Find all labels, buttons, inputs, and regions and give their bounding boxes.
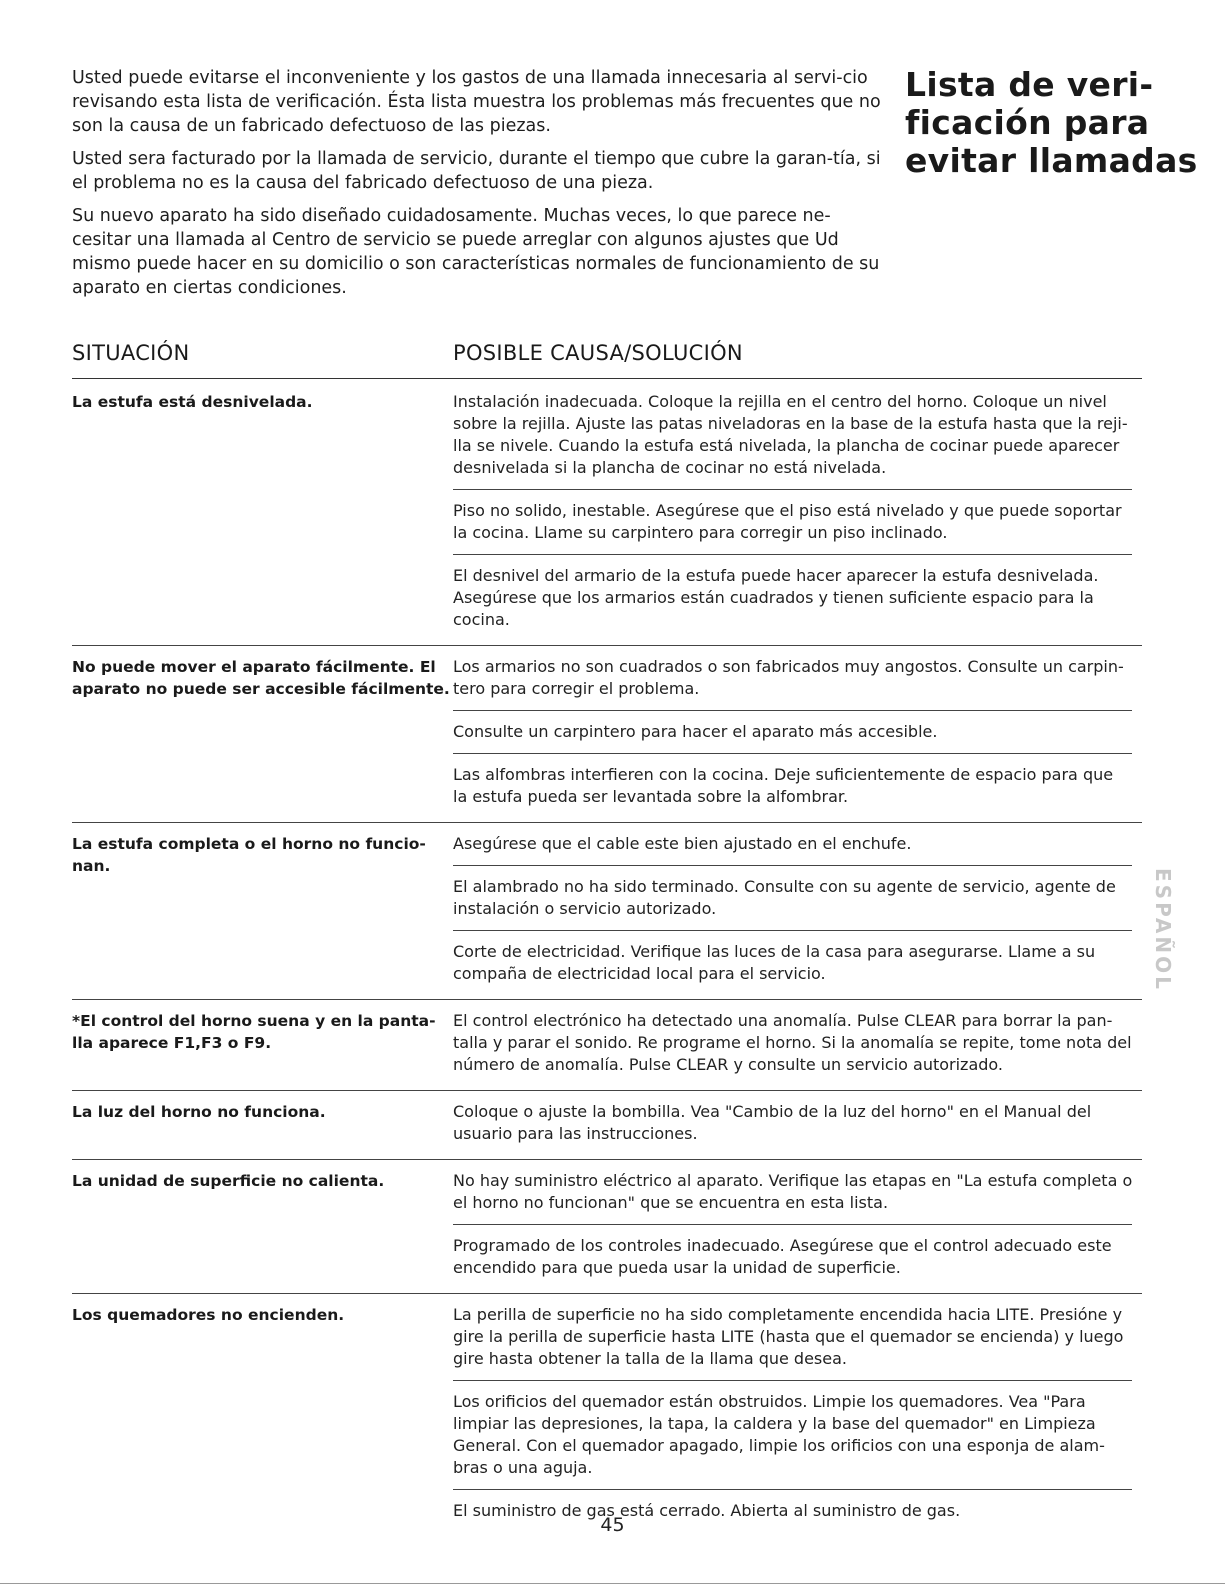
cause-column-header: POSIBLE CAUSA/SOLUCIÓN xyxy=(453,341,743,365)
situation-cell: La estufa completa o el horno no funcio-nan. xyxy=(72,835,426,875)
causes-cell xyxy=(453,656,1142,818)
cause-item: Corte de electricidad. Verifique las luces de la casa para asegurarse. Llame a su compaña de electricidad local para el servicio. xyxy=(453,930,1132,995)
cause-item: Asegúrese que el cable este bien ajustado en el enchufe. xyxy=(453,834,912,853)
bottom-edge-rule xyxy=(0,1583,1225,1584)
situation-cell: La luz del horno no funciona. xyxy=(72,1103,326,1121)
table-row xyxy=(72,999,1142,1086)
situation-cell: Los quemadores no encienden. xyxy=(72,1306,345,1324)
situation-cell: No puede mover el aparato fácilmente. El aparato no puede ser accesible fácilmente. xyxy=(72,658,450,698)
causes-cell xyxy=(453,1170,1142,1289)
intro-paragraph-3: Su nuevo aparato ha sido diseñado cuidadosamente. Muchas veces, lo que parece ne-cesitar una llamada al Centro de servicio se puede arreglar con algunos ajustes que Ud mismo puede hacer en su domicilio o son características normales de funcionamiento de su aparato en ciertas condiciones. xyxy=(72,206,880,298)
cause-item: No hay suministro eléctrico al aparato. Verifique las etapas en "La estufa completa o el horno no funcionan" que se encuentra en esta lista. xyxy=(453,1171,1133,1212)
cause-item: Consulte un carpintero para hacer el aparato más accesible. xyxy=(453,710,1132,753)
situation-cell: *El control del horno suena y en la panta-lla aparece F1,F3 o F9. xyxy=(72,1012,436,1052)
table-row xyxy=(72,1090,1142,1155)
cause-item: El desnivel del armario de la estufa puede hacer aparecer la estufa desnivelada. Asegúrese que los armarios están cuadrados y tienen suficiente espacio para la cocina. xyxy=(453,554,1132,641)
cause-item: La perilla de superficie no ha sido completamente encendida hacia LITE. Presióne y gire la perilla de superficie hasta LITE (hasta que el quemador se encienda) y luego gire hasta obtener la talla de la llama que desea. xyxy=(453,1305,1124,1368)
causes-cell xyxy=(453,1101,1142,1155)
cause-item: El suministro de gas está cerrado. Abierta al suministro de gas. xyxy=(453,1489,1132,1532)
intro-paragraph-1: Usted puede evitarse el inconveniente y los gastos de una llamada innecesaria al servi-cio revisando esta lista de verificación. Ésta lista muestra los problemas más frecuentes que no son la causa de un fabricado defectuoso de las piezas. xyxy=(72,68,881,136)
page-title-line-2: ficación para xyxy=(905,103,1150,142)
cause-item: Los orificios del quemador están obstruidos. Limpie los quemadores. Vea "Para limpiar las depresiones, la tapa, la caldera y la base del quemador" en Limpieza General. Con el quemador apagado, limpie los orificios con una esponja de alam-bras o una aguja. xyxy=(453,1380,1132,1489)
table-row xyxy=(72,1159,1142,1289)
cause-item: Las alfombras interfieren con la cocina. Deje suficientemente de espacio para que la estufa pueda ser levantada sobre la alfombrar. xyxy=(453,753,1132,818)
causes-cell xyxy=(453,833,1142,995)
cause-item: Coloque o ajuste la bombilla. Vea "Cambio de la luz del horno" en el Manual del usuario para las instrucciones. xyxy=(453,1102,1092,1143)
causes-cell xyxy=(453,1010,1142,1086)
cause-item: El control electrónico ha detectado una anomalía. Pulse CLEAR para borrar la pan-talla y parar el sonido. Re programe el horno. Si la anomalía se repite, tome nota del número de anomalía. Pulse CLEAR y consulte un servicio autorizado. xyxy=(453,1011,1132,1074)
table-row xyxy=(72,1293,1142,1532)
cause-item: Piso no solido, inestable. Asegúrese que el piso está nivelado y que puede soportar la cocina. Llame su carpintero para corregir un piso inclinado. xyxy=(453,489,1132,554)
situation-column-header: SITUACIÓN xyxy=(72,341,190,365)
table-row xyxy=(72,391,1142,641)
causes-cell xyxy=(453,1304,1142,1532)
table-row xyxy=(72,822,1142,995)
intro-text xyxy=(72,66,882,309)
situation-cell: La estufa está desnivelada. xyxy=(72,393,313,411)
page-title-line-3: evitar llamadas xyxy=(905,141,1198,180)
intro-paragraph-2: Usted sera facturado por la llamada de servicio, durante el tiempo que cubre la garan-tía, si el problema no es la causa del fabricado defectuoso de una pieza. xyxy=(72,149,881,193)
table-row xyxy=(72,645,1142,818)
page-title-line-1: Lista de veri- xyxy=(905,65,1154,104)
header-divider xyxy=(72,378,1142,379)
situation-cell: La unidad de superficie no calienta. xyxy=(72,1172,385,1190)
troubleshooting-table xyxy=(72,391,1142,1532)
cause-item: El alambrado no ha sido terminado. Consulte con su agente de servicio, agente de instalación o servicio autorizado. xyxy=(453,865,1132,930)
causes-cell xyxy=(453,391,1142,641)
cause-item: Instalación inadecuada. Coloque la rejilla en el centro del horno. Coloque un nivel sobre la rejilla. Ajuste las patas niveladoras en la base de la estufa hasta que la reji-lla se nivele. Cuando la estufa está nivelada, la plancha de cocinar puede aparecer desnivelada si la plancha de cocinar no está nivelada. xyxy=(453,392,1128,477)
language-side-tab: ESPAÑOL xyxy=(1151,868,1175,992)
cause-item: Programado de los controles inadecuado. Asegúrese que el control adecuado este encendido para que pueda usar la unidad de superficie. xyxy=(453,1224,1132,1289)
page-title xyxy=(905,65,1198,180)
cause-item: Los armarios no son cuadrados o son fabricados muy angostos. Consulte un carpin-tero para corregir el problema. xyxy=(453,657,1124,698)
page-number: 45 xyxy=(600,1514,625,1536)
